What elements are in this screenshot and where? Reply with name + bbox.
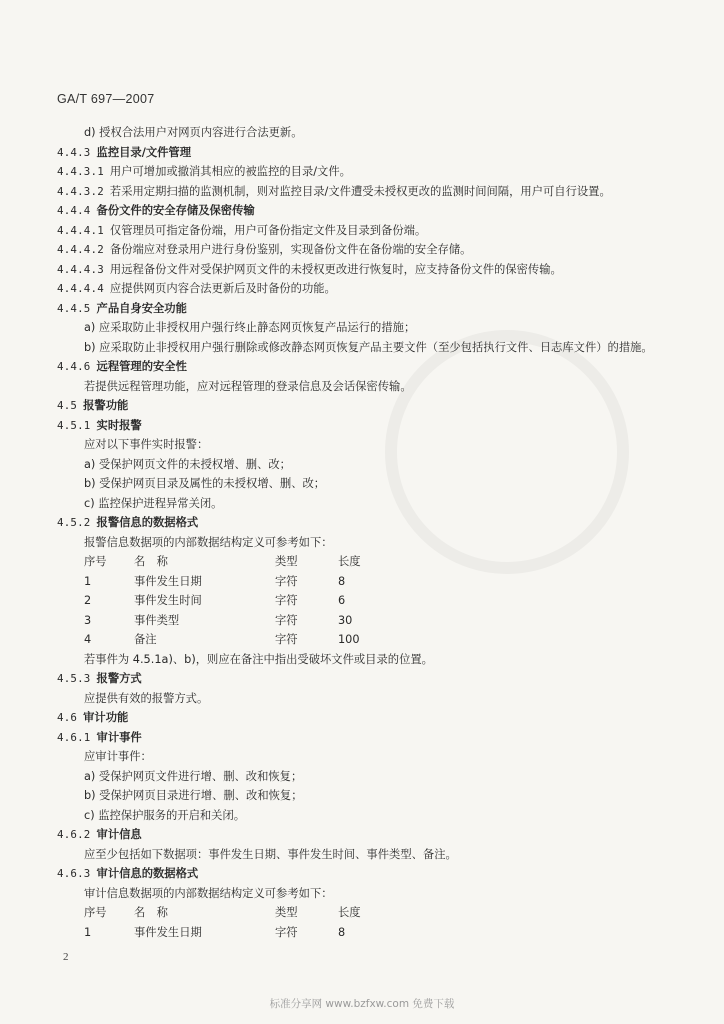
table-cell: 字符 (275, 594, 298, 607)
table-row (57, 591, 687, 611)
section-heading (57, 728, 687, 748)
table-cell: 备注 (134, 633, 157, 646)
document-code-header: GA/T 697—2007 (57, 92, 155, 106)
clause-paragraph (57, 162, 687, 182)
list-item: c) 监控保护服务的开启和关闭。 (84, 808, 246, 822)
clause-number: 4.4.4.1 (57, 223, 104, 237)
table-cell: 字符 (275, 613, 298, 627)
clause-paragraph (57, 182, 687, 202)
section-title: 审计事件 (96, 730, 142, 744)
table-cell: 类型 (275, 906, 298, 919)
section-number: 4.4.4 (57, 204, 91, 217)
list-item: 应至少包括如下数据项：事件发生日期、事件发生时间、事件类型、备注。 (84, 847, 457, 861)
section-heading (57, 201, 687, 221)
section-title: 监控目录/文件管理 (96, 145, 192, 159)
list-item: a) 受保护网页文件的未授权增、删、改； (84, 457, 291, 471)
table-cell: 序号 (84, 906, 107, 919)
site-footer[interactable]: 标准分享网 www.bzfxw.com 免费下载 (269, 998, 455, 1010)
section-title: 报警信息的数据格式 (96, 516, 199, 529)
table-cell: 8 (338, 574, 346, 588)
section-number: 4.5.1 (57, 418, 91, 432)
section-number: 4.5 (57, 399, 78, 412)
section-heading (57, 669, 687, 689)
list-item: 若事件为 4.5.1a)、b)，则应在备注中指出受破坏文件或目录的位置。 (84, 652, 433, 666)
document-body (57, 123, 687, 942)
table-row (57, 611, 687, 631)
clause-text: 若采用定期扫描的监测机制，则对监控目录/文件遭受未授权更改的监测时间间隔，用户可自行设置。 (109, 184, 611, 198)
clause-number: 4.4.3.2 (57, 184, 104, 198)
section-title: 报警功能 (83, 399, 129, 412)
section-title: 产品自身安全功能 (96, 301, 187, 315)
clause-text: 用远程备份文件对受保护网页文件的未授权更改进行恢复时，应支持备份文件的保密传输。 (109, 262, 562, 276)
clause-number: 4.4.4.3 (57, 262, 104, 276)
section-number: 4.4.6 (57, 360, 91, 373)
list-item: b) 受保护网页目录及属性的未授权增、删、改； (84, 477, 326, 490)
table-cell: 30 (338, 613, 353, 627)
table-cell: 类型 (275, 555, 298, 568)
table-cell: 事件发生时间 (134, 594, 202, 607)
section-number: 4.6.2 (57, 828, 91, 841)
table-cell: 3 (84, 613, 92, 627)
table-cell: 长度 (338, 555, 361, 568)
section-title: 审计信息 (96, 828, 142, 841)
list-item: 审计信息数据项的内部数据结构定义可参考如下： (84, 886, 333, 900)
list-item: 应提供有效的报警方式。 (84, 691, 209, 705)
list-item: 若提供远程管理功能，应对远程管理的登录信息及会话保密传输。 (84, 379, 412, 393)
page-number: 2 (63, 951, 69, 963)
list-item: 报警信息数据项的内部数据结构定义可参考如下： (84, 535, 333, 549)
table-cell: 事件发生日期 (134, 925, 202, 939)
section-number: 4.6.3 (57, 867, 91, 880)
table-cell: 事件类型 (134, 613, 180, 627)
table-cell: 8 (338, 925, 346, 939)
table-cell: 名 称 (134, 906, 168, 919)
section-number: 4.6 (57, 711, 78, 724)
clause-number: 4.4.3.1 (57, 165, 104, 178)
clause-number: 4.4.4.2 (57, 243, 104, 256)
clause-text: 备份端应对登录用户进行身份鉴别，实现备份文件在备份端的安全存储。 (109, 243, 472, 256)
section-heading (57, 416, 687, 436)
list-item: d) 授权合法用户对网页内容进行合法更新。 (84, 126, 303, 139)
table-row (57, 572, 687, 592)
clause-text: 仅管理员可指定备份端，用户可备份指定文件及目录到备份端。 (109, 223, 427, 237)
table-row (57, 552, 687, 572)
list-item: b) 受保护网页目录进行增、删、改和恢复； (84, 789, 303, 802)
table-cell: 字符 (275, 574, 298, 588)
section-heading (57, 396, 687, 416)
section-title: 报警方式 (96, 672, 142, 685)
clause-paragraph (57, 260, 687, 280)
list-item: c) 监控保护进程异常关闭。 (84, 496, 223, 510)
table-cell: 2 (84, 594, 92, 607)
section-title: 备份文件的安全存储及保密传输 (96, 204, 255, 217)
table-row (57, 630, 687, 650)
section-number: 4.5.3 (57, 672, 91, 685)
section-title: 审计信息的数据格式 (96, 867, 199, 880)
section-heading (57, 825, 687, 845)
clause-text: 应提供网页内容合法更新后及时备份的功能。 (109, 282, 336, 295)
clause-text: 用户可增加或撤消其相应的被监控的目录/文件。 (109, 165, 351, 178)
section-number: 4.4.3 (57, 145, 91, 159)
clause-number: 4.4.4.4 (57, 282, 104, 295)
table-cell: 序号 (84, 555, 107, 568)
table-cell: 1 (84, 574, 92, 588)
table-row (57, 923, 687, 943)
clause-paragraph (57, 279, 687, 299)
table-cell: 事件发生日期 (134, 574, 202, 588)
table-cell: 100 (338, 633, 360, 646)
section-title: 审计功能 (83, 711, 129, 724)
list-item: 应对以下事件实时报警： (84, 438, 209, 451)
list-item: 应审计事件： (84, 750, 152, 763)
section-heading (57, 143, 687, 163)
table-row (57, 903, 687, 923)
section-heading (57, 357, 687, 377)
table-cell: 字符 (275, 633, 298, 646)
table-cell: 4 (84, 633, 92, 646)
section-heading (57, 864, 687, 884)
table-cell: 1 (84, 925, 92, 939)
clause-paragraph (57, 221, 687, 241)
table-cell: 6 (338, 594, 346, 607)
list-item: a) 应采取防止非授权用户强行终止静态网页恢复产品运行的措施； (84, 321, 416, 334)
section-number: 4.4.5 (57, 301, 91, 315)
clause-paragraph (57, 240, 687, 260)
table-cell: 长度 (338, 906, 361, 919)
table-cell: 名 称 (134, 555, 168, 568)
section-title: 远程管理的安全性 (96, 360, 187, 373)
section-number: 4.5.2 (57, 516, 91, 529)
section-heading (57, 299, 687, 319)
list-item: a) 受保护网页文件进行增、删、改和恢复； (84, 769, 303, 783)
section-number: 4.6.1 (57, 730, 91, 744)
list-item: b) 应采取防止非授权用户强行删除或修改静态网页恢复产品主要文件（至少包括执行文件、日志库文件）的措施。 (84, 340, 653, 354)
section-heading (57, 708, 687, 728)
section-title: 实时报警 (96, 418, 142, 432)
table-cell: 字符 (275, 925, 298, 939)
section-heading (57, 513, 687, 533)
